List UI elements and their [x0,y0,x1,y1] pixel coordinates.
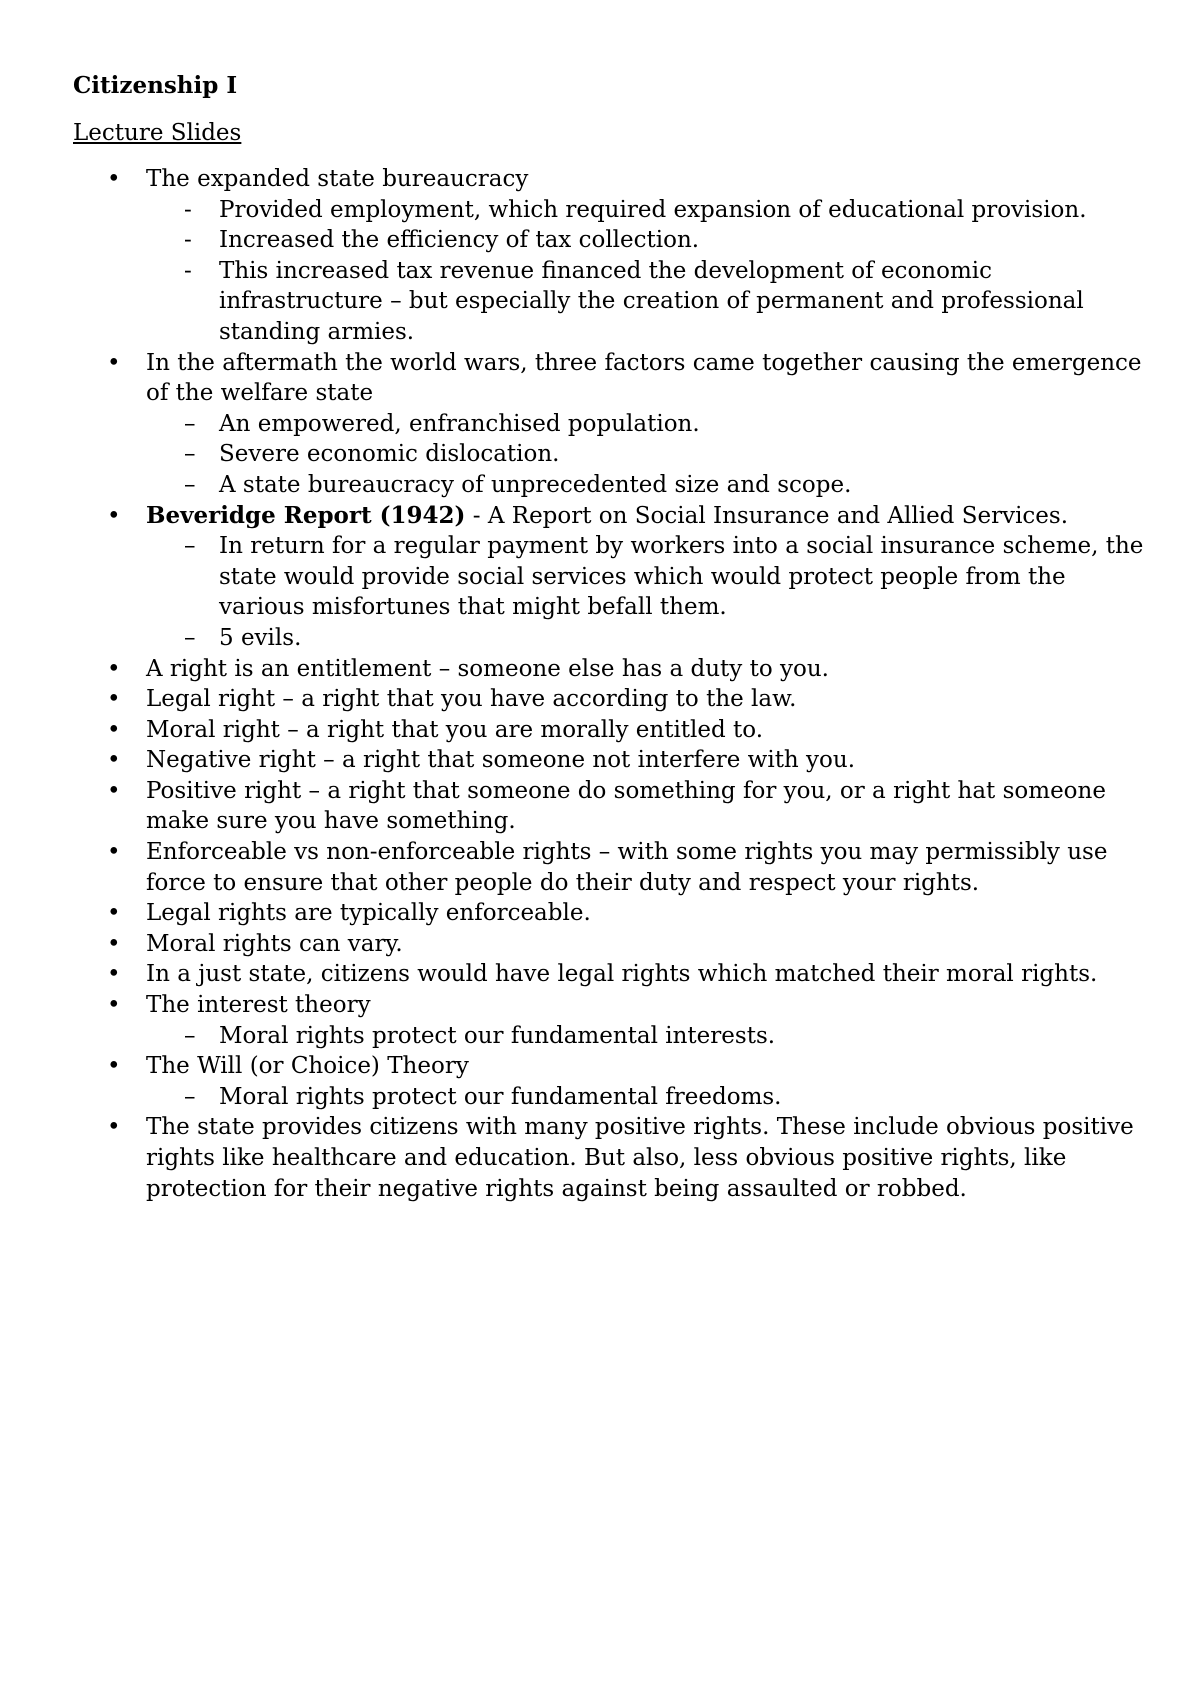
sub-list-item-text: Moral rights protect our fundamental interests. [219,1022,776,1049]
list-item [0,501,1146,532]
bullet-icon: • [107,1053,121,1080]
dash-icon: - [184,227,192,254]
list-item [0,164,1146,195]
list-item-text: In a just state, citizens would have legal rights which matched their moral rights. [146,961,1098,988]
list-item [0,929,1146,960]
bullet-icon: • [107,502,121,529]
dash-icon: – [184,624,196,651]
bullet-icon: • [107,992,121,1019]
bullet-icon: • [107,716,121,743]
list-item [0,837,1146,898]
list-item [0,654,1146,685]
list-item-text: Legal rights are typically enforceable. [146,900,591,927]
sub-list-item [0,1082,1146,1113]
list-item-bold-text: Beveridge Report (1942) [146,501,466,529]
sub-list-item-text: Severe economic dislocation. [219,441,560,468]
bullet-icon: • [107,349,121,376]
list-item [0,1112,1146,1204]
list-item [0,684,1146,715]
list-item-text: - A Report on Social Insurance and Allied Services. [465,502,1069,529]
sub-list-item [0,195,1146,226]
list-item-text: The Will (or Choice) Theory [146,1053,469,1080]
list-item [0,898,1146,929]
list-item [0,1051,1146,1082]
dash-icon: - [184,257,192,284]
bullet-list [0,164,1200,1204]
list-item [0,776,1146,837]
list-item-text: A right is an entitlement – someone else has a duty to you. [146,655,829,682]
sub-list-item [0,531,1146,623]
list-item [0,990,1146,1021]
dash-icon: – [184,1022,196,1049]
sub-list-item-text: Moral rights protect our fundamental freedoms. [219,1083,782,1110]
list-item-text: Positive right – a right that someone do something for you, or a right hat someone make sure you have something. [146,777,1106,835]
sub-list-item [0,470,1146,501]
document-subtitle: Lecture Slides [73,120,242,146]
list-item-text: The interest theory [146,992,371,1019]
sub-list-item [0,439,1146,470]
sub-list-item [0,225,1146,256]
bullet-icon: • [107,900,121,927]
dash-icon: – [184,533,196,560]
sub-list-item-text: A state bureaucracy of unprecedented size and scope. [219,471,852,498]
list-item [0,715,1146,746]
list-item-text: Moral right – a right that you are morally entitled to. [146,716,764,743]
list-item-text: Moral rights can vary. [146,930,403,957]
dash-icon: - [184,196,192,223]
dash-icon: – [184,1083,196,1110]
bullet-icon: • [107,1114,121,1141]
bullet-icon: • [107,930,121,957]
list-item-text: Legal right – a right that you have according to the law. [146,686,797,713]
bullet-icon: • [107,839,121,866]
bullet-icon: • [107,777,121,804]
list-item [0,959,1146,990]
dash-icon: – [184,471,196,498]
dash-icon: – [184,441,196,468]
bullet-icon: • [107,747,121,774]
list-item-text: The expanded state bureaucracy [146,166,529,192]
list-item-text: Negative right – a right that someone not interfere with you. [146,747,856,774]
sub-list-item [0,256,1146,348]
list-item [0,348,1146,409]
list-item-text: Enforceable vs non-enforceable rights – with some rights you may permissibly use force to ensure that other people do their duty and respect your rights. [146,839,1108,896]
sub-list-item-text: 5 evils. [219,624,302,651]
sub-list-item-text: This increased tax revenue financed the development of economic infrastructure – but especially the creation of permanent and professional standing armies. [219,257,1084,345]
dash-icon: – [184,410,196,437]
list-item-text: The state provides citizens with many positive rights. These include obvious positive rights like healthcare and education. But also, less obvious positive rights, like protection for their negative rights against being assaulted or robbed. [146,1114,1134,1202]
list-item-text: In the aftermath the world wars, three factors came together causing the emergence of the welfare state [146,349,1142,407]
sub-list-item-text: Provided employment, which required expansion of educational provision. [219,196,1087,223]
sub-list-item [0,623,1146,654]
sub-list-item-text: Increased the efficiency of tax collection. [219,227,700,254]
sub-list-item-text: An empowered, enfranchised population. [219,410,700,437]
bullet-icon: • [107,166,121,192]
bullet-icon: • [107,686,121,713]
sub-list-item [0,409,1146,440]
bullet-icon: • [107,655,121,682]
sub-list-item [0,1021,1146,1052]
document-title: Citizenship I [73,72,238,99]
list-item [0,745,1146,776]
bullet-icon: • [107,961,121,988]
sub-list-item-text: In return for a regular payment by workers into a social insurance scheme, the state would provide social services which would protect people from the various misfortunes that might befall them. [219,533,1144,621]
